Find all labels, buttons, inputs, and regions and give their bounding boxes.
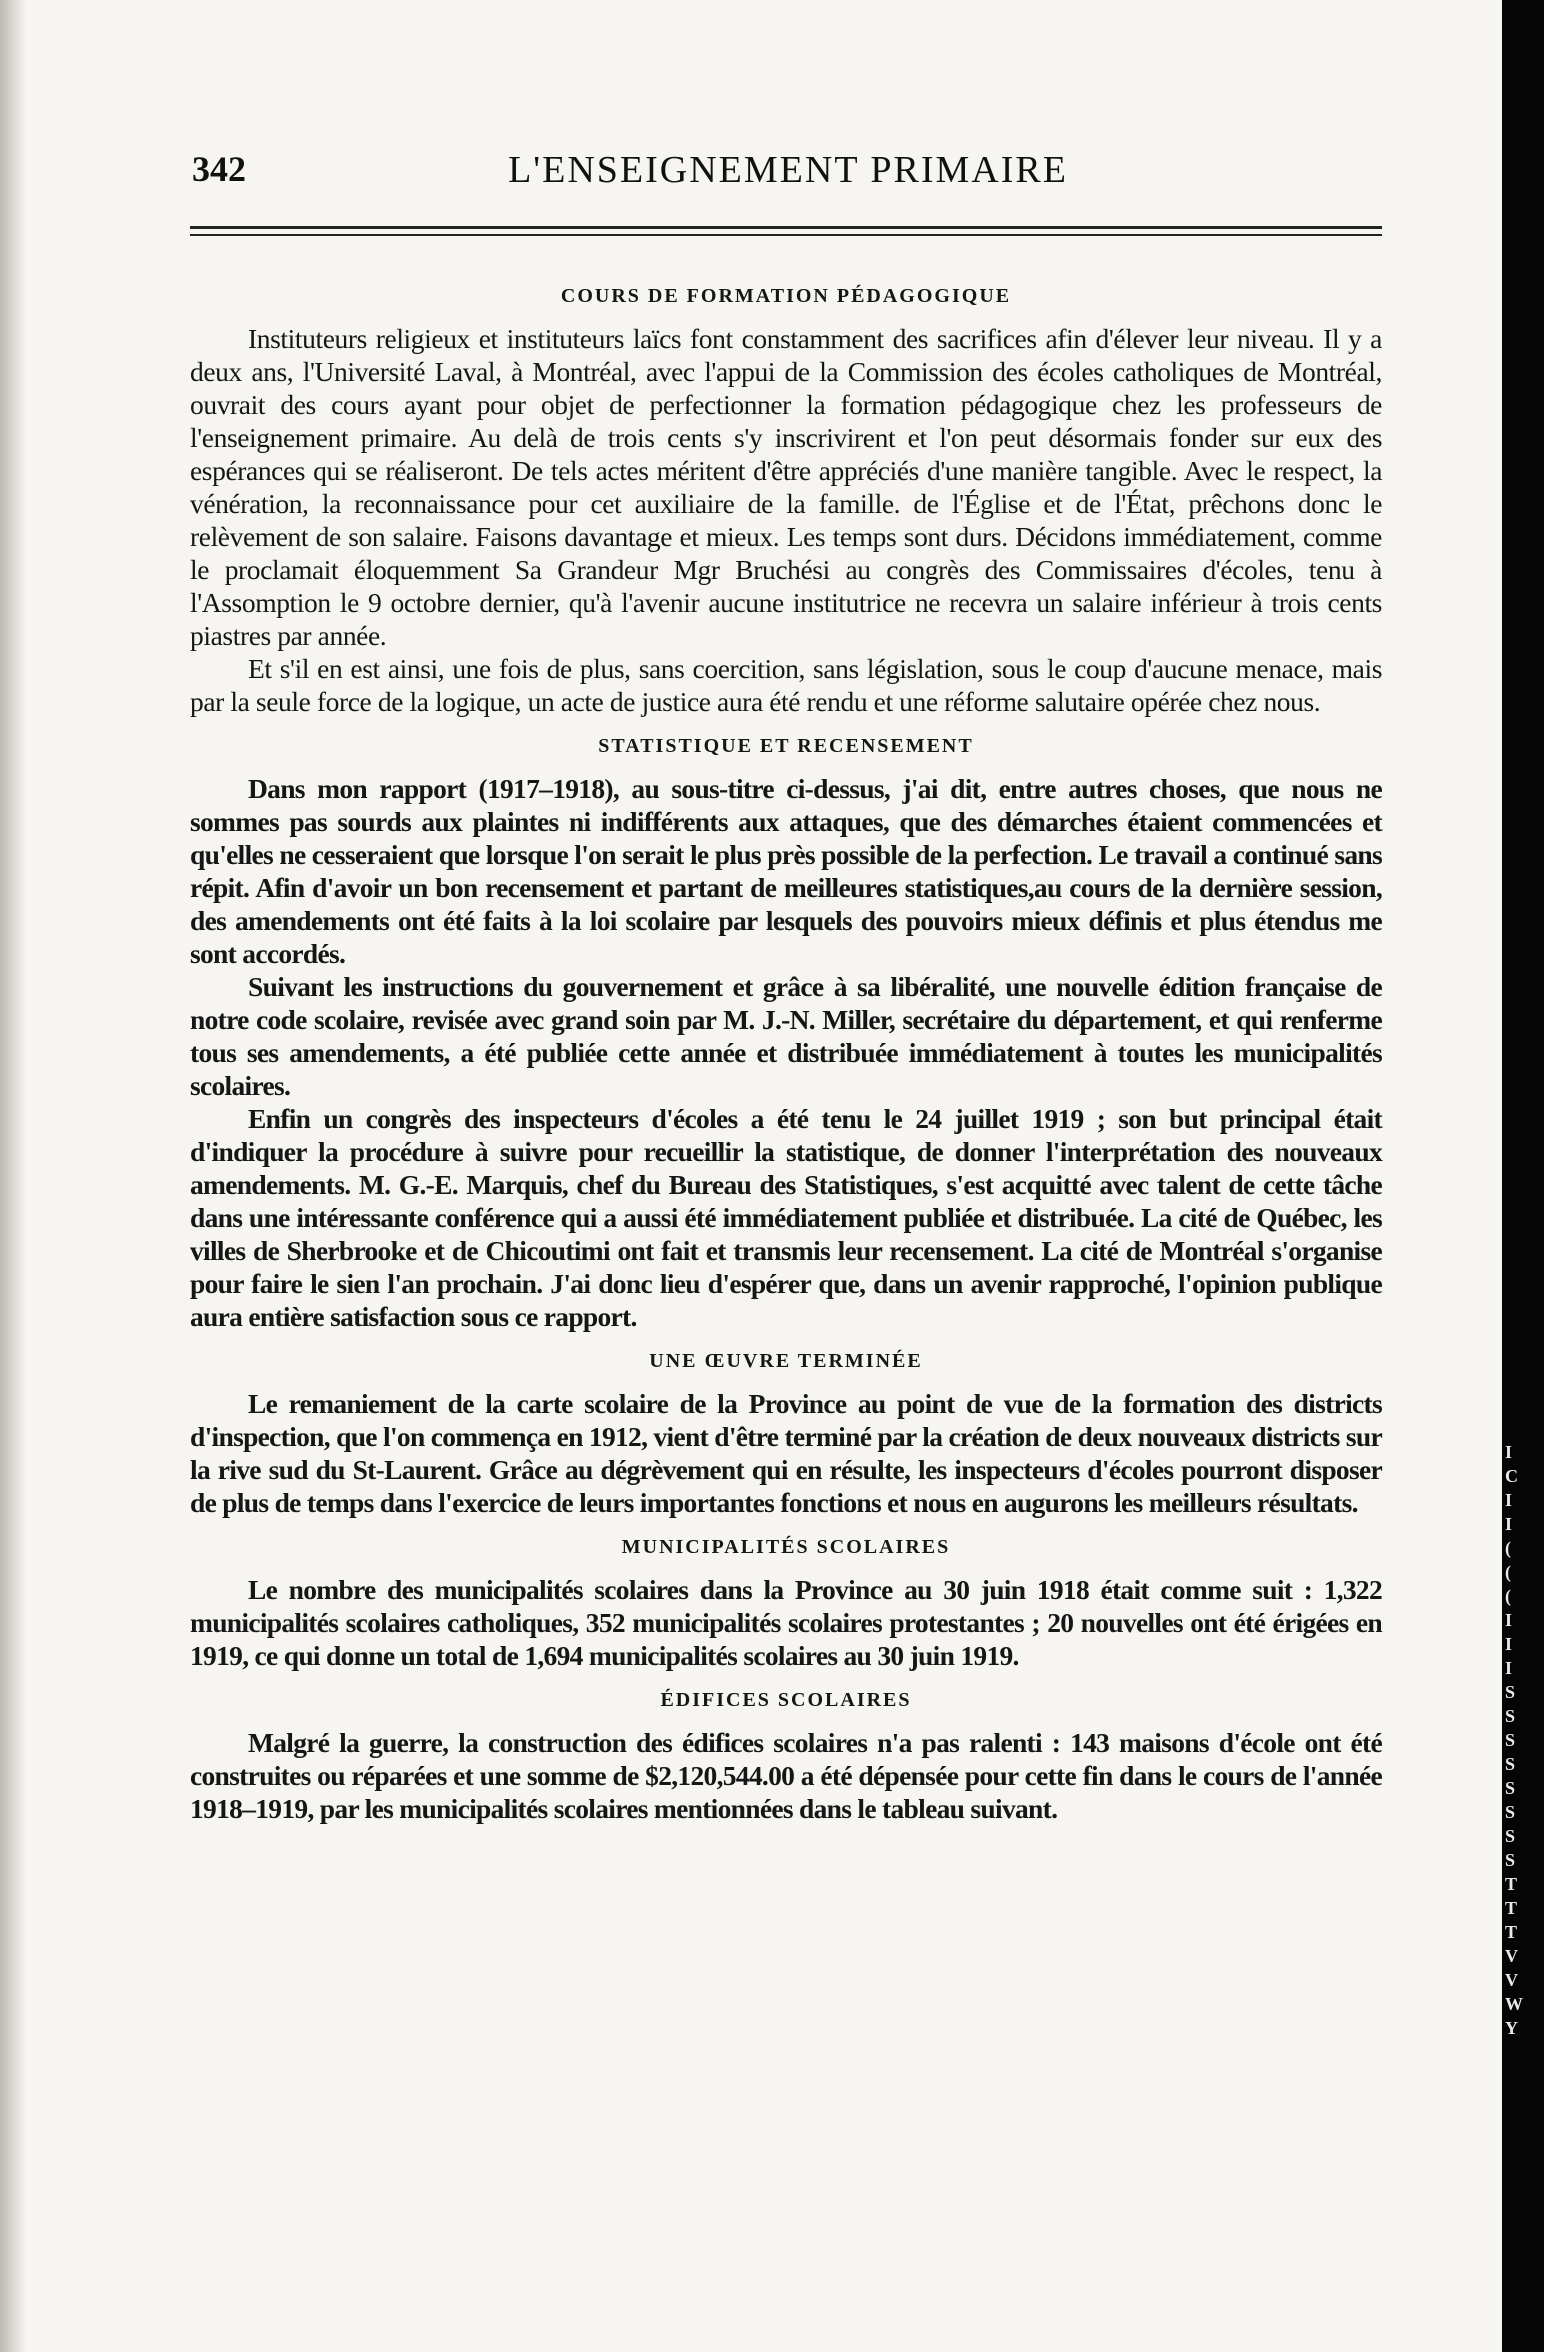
paragraph: Suivant les instructions du gouvernement et grâce à sa libéralité, une nouvelle édition française de notre code scolaire, revisée avec grand soin par M. J.-N. Miller, secrétaire du département, et qui renferme tous ses amendements, a été publiée cette année et distribuée immédiatement à toutes les municipalités scolaires. bbox=[190, 971, 1382, 1101]
binding-shadow bbox=[0, 0, 26, 2352]
paragraph: Et s'il en est ainsi, une fois de plus, sans coercition, sans législation, sous le coup d'aucune menace, mais par la seule force de la logique, un acte de justice aura été rendu et une réforme salutaire opérée chez nous. bbox=[190, 653, 1382, 717]
header-rule-bottom bbox=[190, 234, 1382, 236]
section-oeuvre-terminee bbox=[190, 1341, 1382, 1519]
section-edifices bbox=[190, 1680, 1382, 1825]
paragraph: Dans mon rapport (1917–1918), au sous-titre ci-dessus, j'ai dit, entre autres choses, que nous ne sommes pas sourds aux plaintes ni indifférents aux attaques, que des démarches étaient commencées et qu'elles ne cesseraient que lorsque l'on serait le plus près possible de la perfection. Le travail a continué sans répit. Afin d'avoir un bon recensement et partant de meilleures statistiques,au cours de la dernière session, des amendements ont été faits à la loi scolaire par lesquels des pouvoirs mieux définis et plus étendus me sont accordés. bbox=[190, 773, 1382, 969]
edge-glyph: V bbox=[1505, 1970, 1518, 1990]
edge-glyph: S bbox=[1505, 1682, 1516, 1702]
edge-glyph: ( bbox=[1505, 1586, 1511, 1606]
section-heading: COURS DE FORMATION PÉDAGOGIQUE bbox=[560, 285, 1012, 307]
edge-glyph: S bbox=[1505, 1706, 1516, 1726]
edge-glyph: S bbox=[1505, 1778, 1516, 1798]
edge-glyph: W bbox=[1505, 1994, 1523, 2014]
edge-glyph: I bbox=[1505, 1658, 1513, 1678]
edge-glyph: I bbox=[1505, 1442, 1513, 1462]
section-heading: ÉDIFICES SCOLAIRES bbox=[660, 1689, 912, 1711]
edge-glyph: T bbox=[1505, 1898, 1518, 1918]
section-heading: UNE ŒUVRE TERMINÉE bbox=[649, 1350, 923, 1372]
body-text bbox=[190, 282, 1382, 1833]
section-municipalites bbox=[190, 1527, 1382, 1672]
section-heading: MUNICIPALITÉS SCOLAIRES bbox=[621, 1536, 951, 1558]
running-title: L'ENSEIGNEMENT PRIMAIRE bbox=[508, 149, 1068, 191]
section-cours-formation bbox=[190, 282, 1382, 718]
edge-glyph: I bbox=[1505, 1514, 1513, 1534]
edge-glyph: T bbox=[1505, 1922, 1518, 1942]
edge-glyph: I bbox=[1505, 1634, 1513, 1654]
edge-glyph: S bbox=[1505, 1850, 1516, 1870]
edge-glyph: I bbox=[1505, 1610, 1513, 1630]
section-heading: STATISTIQUE ET RECENSEMENT bbox=[598, 735, 974, 757]
edge-glyph: Y bbox=[1505, 2018, 1518, 2038]
paragraph: Le remaniement de la carte scolaire de la Province au point de vue de la formation des districts d'inspection, que l'on commença en 1912, vient d'être terminé par la création de deux nouveaux districts sur la rive sud du St-Laurent. Grâce au dégrèvement qui en résulte, les inspecteurs d'écoles pourront disposer de plus de temps dans l'exercice de leurs importantes fonctions et nous en augurons les meilleurs résultats. bbox=[190, 1388, 1382, 1518]
page-header bbox=[192, 148, 1384, 198]
section-statistique bbox=[190, 726, 1382, 1333]
edge-glyph: C bbox=[1505, 1466, 1518, 1486]
page-number: 342 bbox=[192, 149, 246, 189]
edge-glyph: T bbox=[1505, 1874, 1518, 1894]
edge-glyph: ( bbox=[1505, 1562, 1511, 1582]
edge-glyph: V bbox=[1505, 1946, 1518, 1966]
paragraph: Instituteurs religieux et instituteurs laïcs font constamment des sacrifices afin d'élever leur niveau. Il y a deux ans, l'Université Laval, à Montréal, avec l'appui de la Commission des écoles catholiques de Montréal, ouvrait des cours ayant pour objet de perfectionner la formation pédagogique chez les professeurs de l'enseignement primaire. Au delà de trois cents s'y inscrivirent et l'on peut désormais fonder sur eux des espérances qui se réaliseront. De tels actes méritent d'être appréciés d'une manière tangible. Avec le respect, la vénération, la reconnaissance pour cet auxiliaire de la famille. de l'Église et de l'État, prêchons donc le relèvement de son salaire. Faisons davantage et mieux. Les temps sont durs. Décidons immédiatement, comme le proclamait éloquemment Sa Grandeur Mgr Bruchési au congrès des Commissaires d'écoles, tenu à l'Assomption le 9 octobre dernier, qu'à l'avenir aucune institutrice ne recevra un salaire inférieur à trois cents piastres par année. bbox=[190, 323, 1382, 651]
header-rule-top bbox=[190, 226, 1382, 229]
edge-glyph: S bbox=[1505, 1802, 1516, 1822]
paragraph: Enfin un congrès des inspecteurs d'écoles a été tenu le 24 juillet 1919 ; son but principal était d'indiquer la procédure à suivre pour recueillir la statistique, de donner l'interprétation des nouveaux amendements. M. G.-E. Marquis, chef du Bureau des Statistiques, s'est acquitté avec talent de cette tâche dans une intéressante conférence qui a aussi été immédiatement publiée et distribuée. La cité de Québec, les villes de Sherbrooke et de Chicoutimi ont fait et transmis leur recensement. La cité de Montréal s'organise pour faire le sien l'an prochain. J'ai donc lieu d'espérer que, dans un avenir rapproché, l'opinion publique aura entière satisfaction sous ce rapport. bbox=[190, 1103, 1382, 1332]
edge-glyph: S bbox=[1505, 1730, 1516, 1750]
paragraph: Le nombre des municipalités scolaires dans la Province au 30 juin 1918 était comme suit : 1,322 municipalités scolaires catholiques, 352 municipalités scolaires protestantes ; 20 nouvelles ont été érigées en 1919, ce qui donne un total de 1,694 municipalités scolaires au 30 juin 1919. bbox=[190, 1574, 1382, 1671]
edge-glyph: S bbox=[1505, 1826, 1516, 1846]
edge-glyph: I bbox=[1505, 1490, 1513, 1510]
paragraph: Malgré la guerre, la construction des édifices scolaires n'a pas ralenti : 143 maisons d'école ont été construites ou réparées et une somme de $2,120,544.00 a été dépensée pour cette fin dans le cours de l'année 1918–1919, par les municipalités scolaires mentionnées dans le tableau suivant. bbox=[190, 1727, 1382, 1824]
edge-glyph: S bbox=[1505, 1754, 1516, 1774]
adjacent-page-fragment bbox=[1505, 1440, 1541, 2040]
edge-glyph: ( bbox=[1505, 1538, 1511, 1558]
